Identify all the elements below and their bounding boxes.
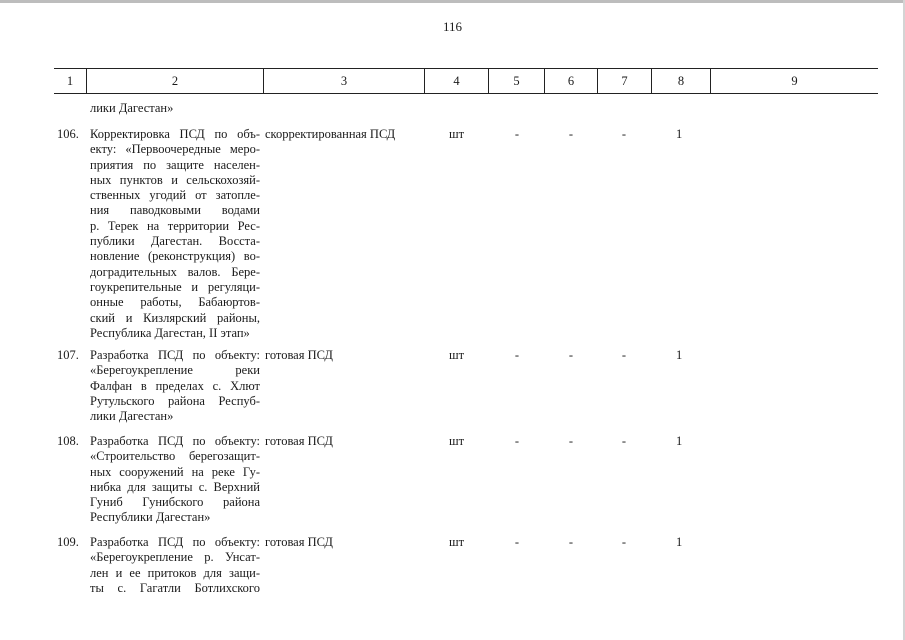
row-unit: шт: [449, 535, 465, 549]
row-name: [90, 434, 260, 526]
row-number: 106.: [57, 127, 79, 141]
row-result: готовая ПСД: [265, 535, 333, 549]
row-col7: -: [621, 127, 627, 141]
table-header: [54, 68, 878, 94]
name-line: приятия по защите населен-: [90, 157, 260, 172]
row-col6: -: [568, 434, 574, 448]
row-unit: шт: [449, 127, 465, 141]
row-col8: 1: [676, 434, 683, 448]
name-line: ственных угодий от затопле-: [90, 188, 260, 203]
header-col-3: 3: [263, 69, 424, 93]
row-col5: -: [514, 434, 520, 448]
row-col8: 1: [676, 127, 683, 141]
row-col7: -: [621, 348, 627, 362]
header-col-1: 1: [66, 74, 74, 88]
name-line: Разработка ПСД по объекту:: [90, 348, 260, 362]
row-name: [90, 348, 260, 424]
name-line: новление (реконструкция) во-: [90, 249, 260, 264]
row-name: [90, 127, 260, 341]
row-number: 109.: [57, 535, 79, 549]
header-col-9: 9: [710, 69, 878, 93]
row-col8: 1: [676, 535, 683, 549]
row-col5: -: [514, 127, 520, 141]
row-unit: шт: [449, 434, 465, 448]
row-name: [90, 535, 260, 596]
header-col-6: 6: [544, 69, 597, 93]
name-line: Разработка ПСД по объекту:: [90, 535, 260, 549]
name-line: лики Дагестан»: [90, 409, 174, 424]
name-line: ных сооружений на реке Гу-: [90, 464, 260, 479]
row-number: 107.: [57, 348, 79, 362]
row-col6: -: [568, 348, 574, 362]
name-line: екту: «Первоочередные меро-: [90, 142, 260, 157]
name-line: Рутульского района Респуб-: [90, 393, 260, 408]
page-number: 116: [442, 19, 463, 34]
name-line: гоукрепительные и регуляци-: [90, 279, 260, 294]
row-col7: -: [621, 434, 627, 448]
name-line: «Берегоукрепление реки: [90, 363, 260, 378]
name-line: нибка для защиты с. Верхний: [90, 479, 260, 494]
name-line: «Строительство берегозащит-: [90, 449, 260, 464]
header-col-8: 8: [651, 69, 710, 93]
name-line: публики Дагестан. Восста-: [90, 234, 260, 249]
row-unit: шт: [449, 348, 465, 362]
header-col-4: 4: [424, 69, 488, 93]
row-col6: -: [568, 127, 574, 141]
row-result: готовая ПСД: [265, 434, 333, 448]
name-line: лен и ее притоков для защи-: [90, 565, 260, 580]
name-line: Фалфан в пределах с. Хлют: [90, 378, 260, 393]
name-line: доградительных валов. Бере-: [90, 264, 260, 279]
name-line: Разработка ПСД по объекту:: [90, 434, 260, 448]
row-number: 108.: [57, 434, 79, 448]
name-line: Корректировка ПСД по объ-: [90, 127, 260, 141]
header-col-2: 2: [86, 69, 263, 93]
row-col7: -: [621, 535, 627, 549]
name-line: ния паводковыми водами: [90, 203, 260, 218]
row-col8: 1: [676, 348, 683, 362]
name-line: ных пунктов и сельскохозяй-: [90, 172, 260, 187]
header-col-7: 7: [597, 69, 651, 93]
name-line: ский и Кизлярский районы,: [90, 310, 260, 325]
name-line: ты с. Гагатли Ботлихского: [90, 580, 260, 595]
row-col5: -: [514, 535, 520, 549]
scan-edge: [0, 0, 905, 3]
name-line: Гуниб Гунибского района: [90, 495, 260, 510]
name-line: р. Терек на территории Рес-: [90, 218, 260, 233]
row-result: готовая ПСД: [265, 348, 333, 362]
name-line: Республика Дагестан, II этап»: [90, 325, 250, 340]
name-line: «Берегоукрепление р. Унсат-: [90, 550, 260, 565]
header-col-5: 5: [488, 69, 544, 93]
continuation-text: лики Дагестан»: [90, 101, 174, 115]
row-col6: -: [568, 535, 574, 549]
row-col5: -: [514, 348, 520, 362]
name-line: онные работы, Бабаюртов-: [90, 295, 260, 310]
name-line: Республики Дагестан»: [90, 510, 211, 525]
row-result: скорректированная ПСД: [265, 127, 396, 141]
